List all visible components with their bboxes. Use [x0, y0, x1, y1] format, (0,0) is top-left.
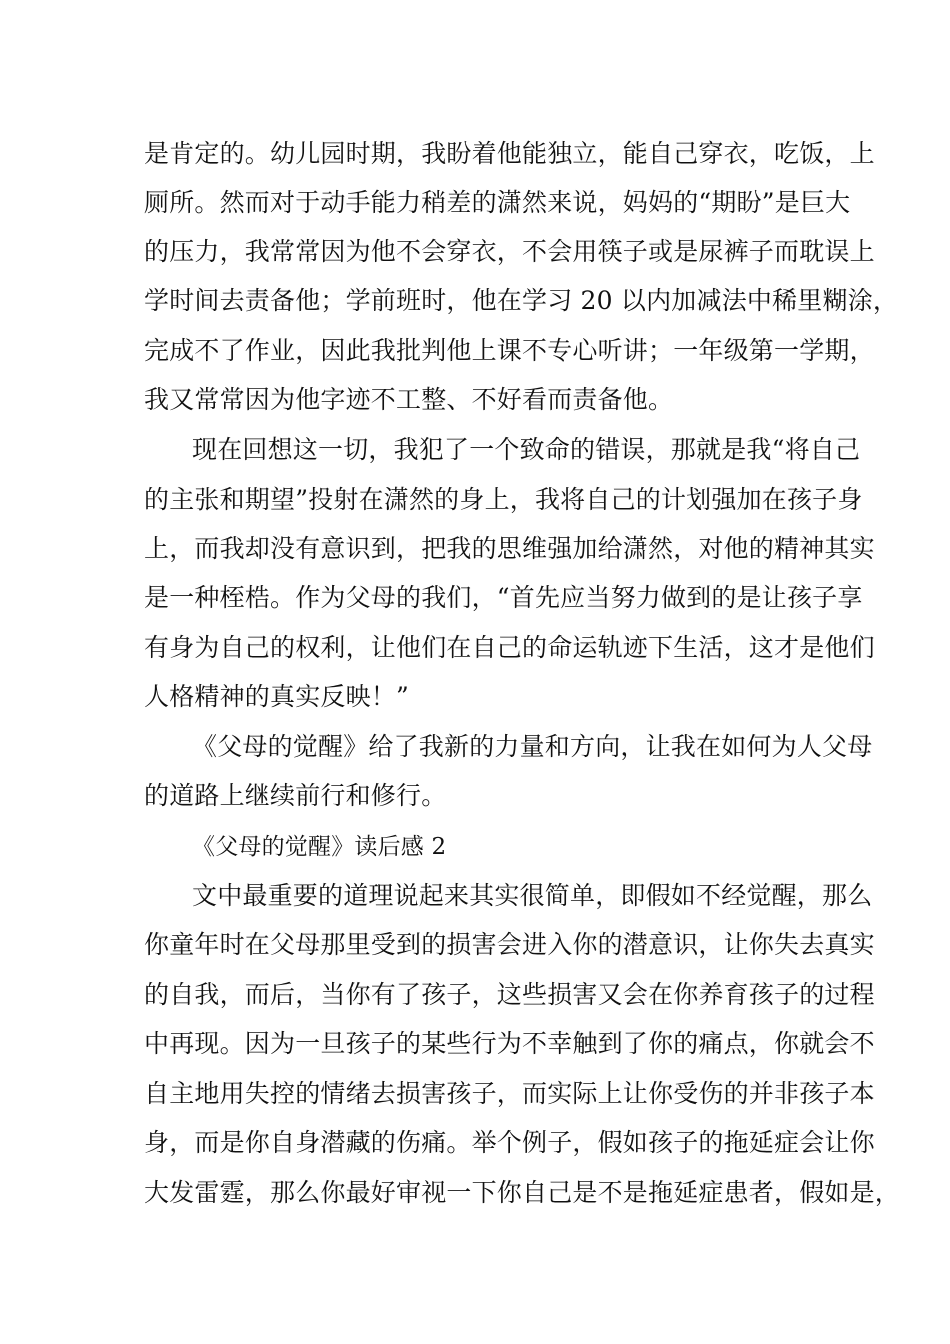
paragraph-line: 是一种桎梏。作为父母的我们，“首先应当努力做到的是让孩子享 — [144, 583, 863, 612]
paragraph-line: 大发雷霆，那么你最好审视一下你自己是不是拖延症患者，假如是， — [144, 1178, 901, 1207]
paragraph-line: 的主张和期望”投射在潇然的身上，我将自己的计划强加在孩子身 — [144, 485, 863, 514]
paragraph-line: 有身为自己的权利，让他们在自己的命运轨迹下生活，这才是他们 — [144, 633, 875, 662]
paragraph-line: 完成不了作业，因此我批判他上课不专心听讲；一年级第一学期， — [144, 336, 875, 365]
paragraph-line: 身，而是你自身潜藏的伤痛。举个例子，假如孩子的拖延症会让你 — [144, 1128, 875, 1157]
paragraph-line: 的压力，我常常因为他不会穿衣，不会用筷子或是尿裤子而耽误上 — [144, 237, 875, 266]
paragraph-line: 的自我，而后，当你有了孩子，这些损害又会在你养育孩子的过程 — [144, 980, 875, 1009]
paragraph-line: 现在回想这一切，我犯了一个致命的错误，那就是我“将自己 — [192, 435, 861, 464]
paragraph-line: 文中最重要的道理说起来其实很简单，即假如不经觉醒，那么 — [192, 881, 873, 910]
paragraph-line: 你童年时在父母那里受到的损害会进入你的潜意识，让你失去真实 — [144, 930, 875, 959]
paragraph-line: 自主地用失控的情绪去损害孩子，而实际上让你受伤的并非孩子本 — [144, 1079, 875, 1108]
paragraph-line: 中再现。因为一旦孩子的某些行为不幸触到了你的痛点，你就会不 — [144, 1029, 875, 1058]
paragraph-line: 《父母的觉醒》给了我新的力量和方向，让我在如何为人父母 — [192, 732, 873, 761]
paragraph-line: 上，而我却没有意识到，把我的思维强加给潇然，对他的精神其实 — [144, 534, 875, 563]
paragraph-line: 厕所。然而对于动手能力稍差的潇然来说，妈妈的“期盼”是巨大 — [144, 188, 851, 217]
paragraph-line: 我又常常因为他字迹不工整、不好看而责备他。 — [144, 385, 674, 414]
paragraph-line: 的道路上继续前行和修行。 — [144, 781, 447, 810]
paragraph-line: 学时间去责备他；学前班时，他在学习 20 以内加减法中稀里糊涂， — [144, 286, 899, 315]
section-title: 《父母的觉醒》读后感 2 — [192, 834, 447, 860]
paragraph-line: 是肯定的。幼儿园时期，我盼着他能独立，能自己穿衣，吃饭，上 — [144, 139, 875, 168]
paragraph-line: 人格精神的真实反映！” — [144, 682, 409, 711]
